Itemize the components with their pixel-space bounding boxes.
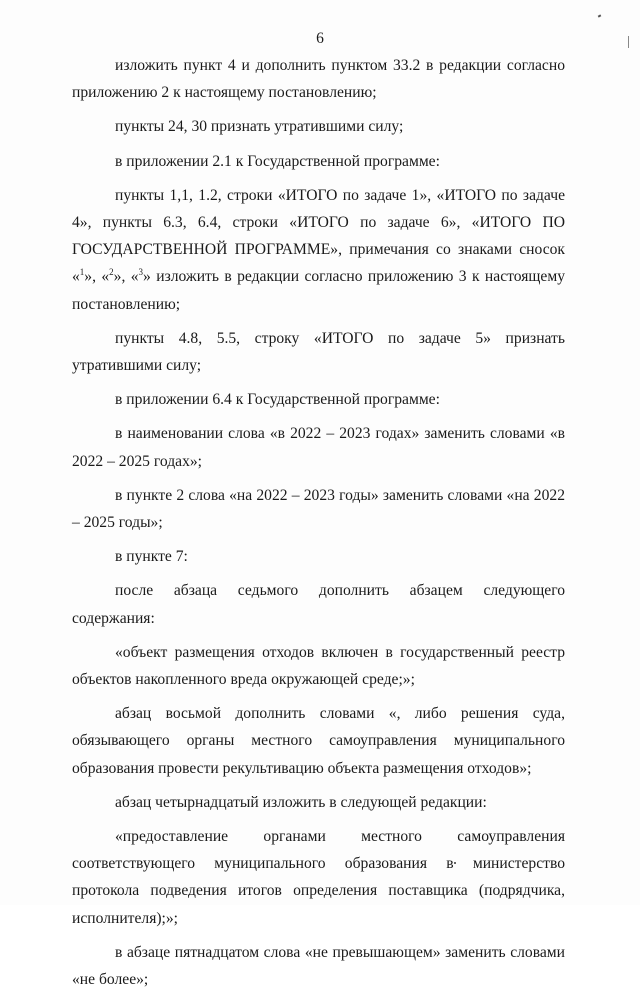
paragraph: «предоставление органами местного самоуправления соответствующего муниципального образования в министерство протокола подведения итогов определения поставщика (подрядчика, исполнителя);»; [72,828,565,927]
paragraph: в пункте 7: [115,548,188,566]
paragraph: «объект размещения отходов включен в государственный реестр объектов накопленного вреда окружающей среде;»; [72,643,565,689]
footnote-sup: 2 [109,267,114,278]
paragraph: изложить пункт 4 и дополнить пунктом 33.2 в редакции согласно приложению 2 к настоящему постановлению; [72,57,565,102]
paragraph-text: » изложить в редакции согласно приложению 3 к настоящему постановлению; [72,268,565,313]
paragraph: пункты 24, 30 признать утратившими силу; [115,118,404,136]
page-number: 6 [316,30,324,47]
paragraph: в пункте 2 слова «на 2022 – 2023 годы» заменить словами «на 2022 – 2025 годы»; [72,486,565,532]
paragraph-text: », « [113,268,139,286]
paragraph-footnotes [72,182,565,318]
paragraph: пункты 4.8, 5.5, строку «ИТОГО по задаче 5» признать утратившими силу; [72,329,565,375]
paragraph: в наименовании слова «в 2022 – 2023 годах» заменить словами «в 2022 – 2025 годах»; [72,425,565,470]
paragraph-text: пункты 1,1, 1.2, строки «ИТОГО по задаче 1», «ИТОГО по задаче 4», пункты 6.3, 6.4, строки «ИТОГО по задаче 6», «ИТОГО ПО ГОСУДАРСТВЕННОЙ ПРОГРАММЕ», примечания со знаками сносок « [72,186,565,286]
paragraph: после абзаца седьмого дополнить абзацем следующего содержания: [72,582,565,627]
paragraph: в приложении 2.1 к Государственной программе: [115,152,440,170]
paragraph: в абзаце пятнадцатом слова «не превышающем» заменить словами «не более»; [72,943,565,989]
paragraph: в приложении 6.4 к Государственной программе: [115,391,440,409]
scan-mark [598,14,602,17]
paragraph-text: », « [84,268,110,286]
paragraph: абзац четырнадцатый изложить в следующей редакции: [115,793,487,811]
footnote-sup: 3 [138,267,144,278]
paragraph: абзац восьмой дополнить словами «, либо решения суда, обязывающего органы местного самоуправления муниципального образования провести рекультивацию объекта размещения отходов»; [72,705,565,777]
footnote-sup: 1 [79,267,85,278]
document-body [72,52,565,993]
